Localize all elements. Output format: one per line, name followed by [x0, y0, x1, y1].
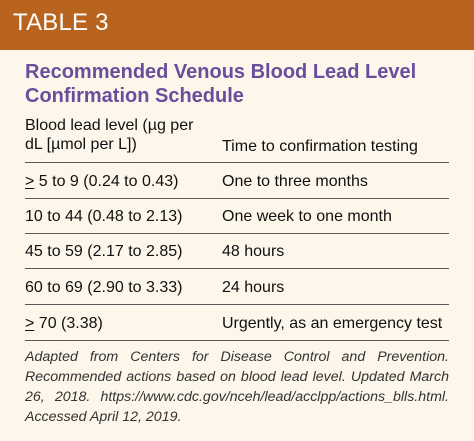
- source-footnote: Adapted from Centers for Disease Control and Prevention. Recommended actions based on blood lead level. Updated March 26, 2018. https://www.cdc.gov/nceh/lead/acclpp/actions_blls.html. Accessed April 12, 2019.: [25, 349, 449, 425]
- table-row-5-time: Urgently, as an emergency test: [222, 315, 443, 332]
- gte-symbol: >: [25, 173, 35, 190]
- table-row-4-time: 24 hours: [222, 279, 285, 296]
- table-row-4-level: 60 to 69 (2.90 to 3.33): [25, 279, 183, 296]
- table-row-1-level: > 5 to 9 (0.24 to 0.43): [25, 173, 179, 190]
- column-header-time-to-confirmation: Time to confirmation testing: [222, 138, 418, 155]
- row-divider: [25, 233, 449, 234]
- table-row-3-level: 45 to 59 (2.17 to 2.85): [25, 243, 183, 260]
- table-row-3-time: 48 hours: [222, 243, 285, 260]
- table-row-2-time: One week to one month: [222, 208, 392, 225]
- table-label: TABLE 3: [13, 9, 109, 36]
- table-title: Recommended Venous Blood Lead Level Confirmation Schedule: [25, 61, 417, 107]
- table-bottom-rule: [25, 340, 449, 341]
- column-header-blood-lead-level: Blood lead level (µg per dL [µmol per L]): [25, 117, 194, 153]
- header-divider: [25, 162, 449, 163]
- table-row-1-time: One to three months: [222, 173, 368, 190]
- row-divider: [25, 198, 449, 199]
- table-header-bar: [0, 0, 474, 50]
- gte-symbol: >: [25, 315, 35, 332]
- table-row-2-level: 10 to 44 (0.48 to 2.13): [25, 208, 183, 225]
- row-divider: [25, 304, 449, 305]
- table-row-5-level: > 70 (3.38): [25, 315, 103, 332]
- row-divider: [25, 268, 449, 269]
